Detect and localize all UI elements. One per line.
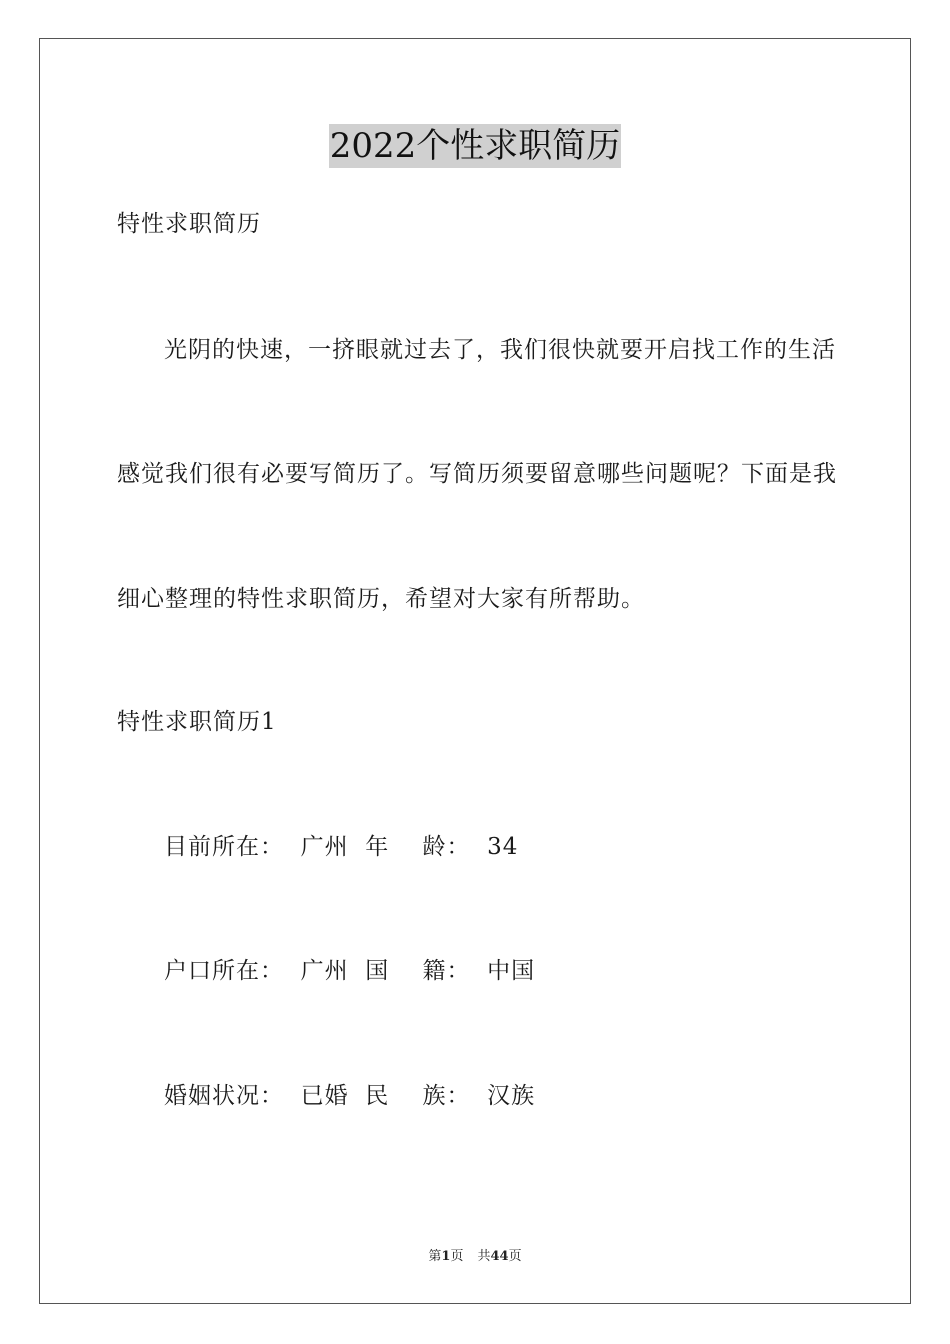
footer-page-prefix: 第: [428, 1249, 442, 1264]
footer-page-suffix: 页: [450, 1249, 464, 1264]
title-container: [0, 124, 950, 168]
document-title: 2022个性求职简历: [329, 126, 621, 166]
page-footer: [0, 1248, 950, 1266]
section-heading: 特性求职简历1: [117, 709, 277, 735]
intro-line-3: 细心整理的特性求职简历，希望对大家有所帮助。: [117, 586, 645, 612]
info-row-marital: 婚姻状况： 已婚 民 族： 汉族: [164, 1083, 536, 1109]
footer-total-suffix: 页: [508, 1249, 522, 1264]
info-row-hukou: 户口所在： 广州 国 籍： 中国: [164, 958, 536, 984]
footer-total-pages: 44: [490, 1249, 509, 1264]
footer-page-number: 1: [441, 1249, 451, 1264]
intro-line-2: 感觉我们很有必要写简历了。写简历须要留意哪些问题呢？下面是我: [117, 461, 837, 487]
document-subtitle: 特性求职简历: [117, 211, 261, 237]
info-row-location: 目前所在： 广州 年 龄： 34: [164, 834, 519, 860]
intro-line-1: 光阴的快速，一挤眼就过去了，我们很快就要开启找工作的生活: [164, 337, 836, 363]
footer-total-prefix: 共: [477, 1249, 491, 1264]
